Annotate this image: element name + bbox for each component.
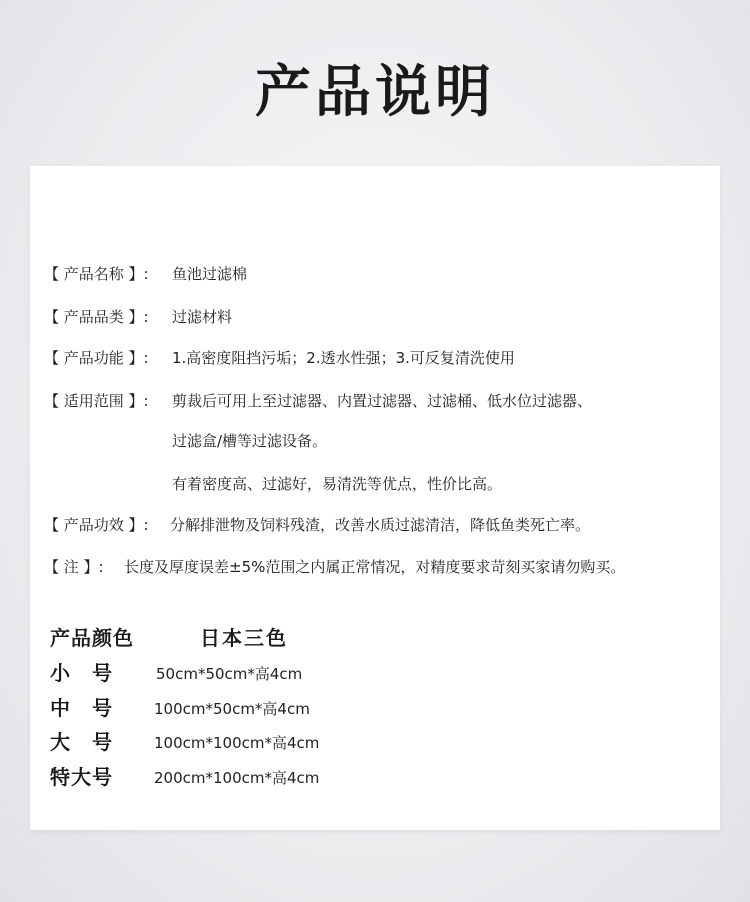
- color-value: 日本三色: [200, 626, 288, 650]
- size-name-extra-large: 特大号: [50, 765, 113, 789]
- spec-row-product-function: [44, 348, 515, 368]
- spec-row-applicable-range: [44, 391, 593, 411]
- spec-label: 【 注 】:: [44, 558, 104, 576]
- spec-row-product-name: [44, 264, 248, 284]
- spec-value: 剪裁后可用上至过滤器、内置过滤器、过滤桶、低水位过滤器、: [172, 392, 593, 410]
- spec-row-note: [44, 557, 626, 577]
- spec-label: 【 适用范围 】:: [44, 392, 149, 410]
- spec-row-product-efficacy: [44, 515, 591, 535]
- spec-value: 鱼池过滤棉: [172, 265, 248, 283]
- size-dims-extra-large: 200cm*100cm*高4cm: [154, 769, 320, 787]
- size-name-small: 小 号: [50, 661, 113, 685]
- spec-value: 1.高密度阻挡污垢；2.透水性强；3.可反复清洗使用: [172, 349, 515, 367]
- spec-label: 【 产品品类 】:: [44, 308, 149, 326]
- size-dims-large: 100cm*100cm*高4cm: [154, 734, 320, 752]
- size-dims-small: 50cm*50cm*高4cm: [156, 665, 303, 683]
- spec-value: 分解排泄物及饲料残渣，改善水质过滤清洁，降低鱼类死亡率。: [170, 516, 591, 534]
- description-card: [30, 166, 720, 830]
- spec-continuation-line: 有着密度高、过滤好，易清洗等优点，性价比高。: [172, 475, 503, 493]
- spec-continuation-line: 过滤盒/槽等过滤设备。: [172, 432, 328, 450]
- spec-value: 过滤材料: [172, 308, 233, 326]
- spec-label: 【 产品名称 】:: [44, 265, 149, 283]
- size-name-medium: 中 号: [50, 696, 113, 720]
- spec-row-product-category: [44, 307, 233, 327]
- spec-label: 【 产品功能 】:: [44, 349, 149, 367]
- size-dims-medium: 100cm*50cm*高4cm: [154, 700, 310, 718]
- page-title: 产品说明: [255, 60, 495, 125]
- color-label: 产品颜色: [50, 626, 134, 650]
- spec-value: 长度及厚度误差±5%范围之内属正常情况，对精度要求苛刻买家请勿购买。: [124, 558, 626, 576]
- spec-label: 【 产品功效 】:: [44, 516, 149, 534]
- size-name-large: 大 号: [50, 730, 113, 754]
